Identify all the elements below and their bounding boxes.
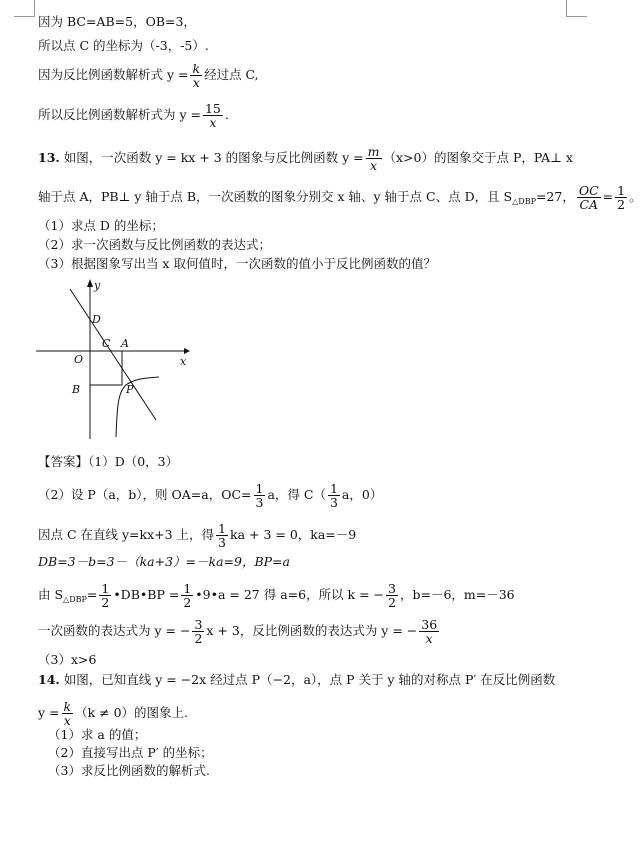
question-13-line-1: 13. 如图，一次函数 y = kx + 3 的图象与反比例函数 y = $\frac{m}{x}$ （x>0）的图象交于点 P，PA⊥ x <box>38 144 573 173</box>
fraction: $\frac{k}{x}$ <box>192 61 201 90</box>
question-part: （1）求点 D 的坐标； <box>38 218 164 233</box>
label-o: O <box>74 353 84 366</box>
label-d: D <box>92 313 101 326</box>
question-number: 13. <box>38 150 60 165</box>
question-14-line-1: 14. 如图，已知直线 y = −2x 经过点 P（−2，a），点 P 关于 y 轴的对称点 P′ 在反比例函数 <box>38 672 556 687</box>
answer-line: （2）设 P（a，b），则 OA=a，OC= $\frac{1}{3}$ a，得 C（ $\frac{1}{3}$ a，0） <box>38 481 383 510</box>
answer-line: （3）x>6 <box>38 652 97 667</box>
label-y: y <box>94 279 101 292</box>
y-axis-arrow <box>87 279 93 287</box>
answer-heading: 【答案】（1）D（0，3） <box>38 454 179 469</box>
question-number: 14. <box>38 672 60 687</box>
text-line: 因为 BC=AB=5，OB=3， <box>38 14 196 29</box>
fraction: $\frac{1}{2}$ <box>101 581 110 610</box>
fraction: $\frac{m}{x}$ <box>367 144 380 173</box>
label-a: A <box>121 337 129 350</box>
crop-mark-right <box>566 0 587 17</box>
label-b: B <box>72 383 81 396</box>
formula-line: 所以反比例函数解析式为 y = $\frac{15}{x}$ . <box>38 101 229 130</box>
question-14-line-2: y = $\frac{k}{x}$ （k ≠ 0）的图象上. <box>38 699 189 728</box>
question-part: （3）根据图象写出当 x 取何值时，一次函数的值小于反比例函数的值？ <box>38 256 436 271</box>
label-c: C <box>102 337 111 350</box>
text-line: 所以点 C 的坐标为（-3，-5）. <box>38 38 209 53</box>
answer-line: 由 $S_{\triangle DBP}=$ $\frac{1}{2}$ •DB•BP = $\frac{1}{2}$ •9•a = 27 得 a=6，所以 k = − $\frac{3}{2}$ ，b=－6，m=－36 <box>38 581 515 610</box>
question-part: （1）求 a 的值； <box>48 727 147 742</box>
fraction: $\frac{1}{3}$ <box>255 481 264 510</box>
answer-line: 因点 C 在直线 y=kx+3 上，得 $\frac{1}{3}$ ka + 3 = 0，ka=－9 <box>38 521 357 550</box>
crop-mark-left <box>14 0 35 17</box>
x-axis-arrow <box>184 348 190 354</box>
fraction: $\frac{1}{2}$ <box>183 581 192 610</box>
label-x: x <box>180 355 187 368</box>
fraction: $\frac{3}{2}$ <box>194 617 203 646</box>
fraction: $\frac{3}{2}$ <box>388 581 396 610</box>
fraction: $\frac{1}{2}$ <box>617 183 626 212</box>
inverse-function-curve <box>116 377 159 437</box>
formula-line: 因为反比例函数解析式 y = $\frac{k}{x}$ 经过点 C, <box>38 61 259 90</box>
question-part: （3）求反比例函数的解析式. <box>48 763 210 778</box>
label-p: P <box>126 383 134 396</box>
fraction: $\frac{OC}{CA}$ <box>578 183 599 212</box>
fraction: $\frac{k}{x}$ <box>63 699 72 728</box>
question-13-line-2: 轴于点 A，PB⊥ y 轴于点 B，一次函数的图象分别交 x 轴、y 轴于点 C、点 D，且 $S_{\triangle DBP}=27$， $\frac{OC}{CA}$ = $\frac{1}{2}$ 。 <box>38 183 642 212</box>
fraction: $\frac{15}{x}$ <box>204 101 221 130</box>
fraction: $\frac{1}{3}$ <box>218 521 226 550</box>
answer-line: DB=3－b=3－（ka+3）=－ka=9，BP=a <box>38 554 290 569</box>
question-part: （2）求一次函数与反比例函数的表达式； <box>38 237 271 252</box>
fraction: $\frac{1}{3}$ <box>329 481 338 510</box>
fraction: $\frac{36}{x}$ <box>421 617 438 646</box>
answer-line: 一次函数的表达式为 y = − $\frac{3}{2}$ x + 3，反比例函数的表达式为 y = − $\frac{36}{x}$ <box>38 617 438 646</box>
question-part: （2）直接写出点 P′ 的坐标； <box>48 745 213 760</box>
function-graph <box>34 277 194 447</box>
